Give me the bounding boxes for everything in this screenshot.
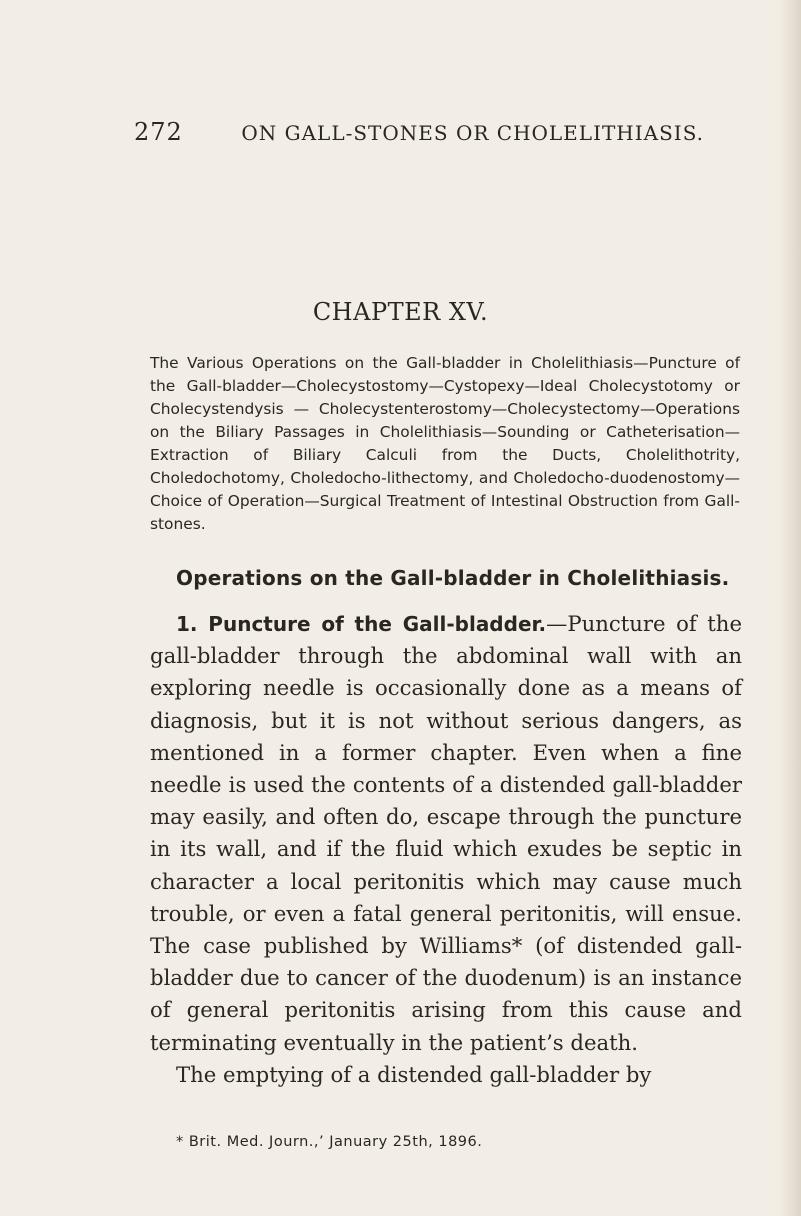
page-number: 272 xyxy=(134,118,183,146)
chapter-synopsis xyxy=(150,352,740,536)
page-edge-shadow xyxy=(779,0,801,1216)
paragraph-2: The emptying of a distended gall-bladder by xyxy=(176,1061,652,1087)
synopsis-text: The Various Operations on the Gall-bladder in Cholelithiasis—Puncture of the Gall-bladder—Cholecystostomy—Cystopexy—Ideal Cholecystotomy or Cholecystendysis — Cholecystenterostomy—Cholecystectomy—Operations on the Biliary Passages in Cholelithiasis—Sounding or Catheterisation—Extraction of Biliary Calculi from the Ducts, Cholelithotrity, Choledochotomy, Choledocho-lithectomy, and Choledocho-duodenostomy—Choice of Operation—Surgical Treatment of Intestinal Obstruction from Gall-stones. xyxy=(150,354,740,533)
chapter-title: CHAPTER XV. xyxy=(312,298,489,326)
paragraph-1-text: —Puncture of the gall-bladder through the abdominal wall with an exploring needle is occasionally done as a means of diagnosis, but it is not without serious dangers, as mentioned in a former chapter. Even when a fine needle is used the contents of a distended gall-bladder may easily, and often do, escape through the puncture in its wall, and if the fluid which exudes be septic in character a local peritonitis which may cause much trouble, or even a fatal general peritonitis, will ensue. The case published by Williams* (of distended gall-bladder due to cancer of the duodenum) is an instance of general peritonitis arising from this cause and terminating eventually in the patient’s death. xyxy=(150,611,742,1055)
paragraph-1 xyxy=(150,608,742,1059)
running-title: ON GALL-STONES OR CHOLELITHIASIS. xyxy=(241,121,705,145)
paragraph-lead: 1. Puncture of the Gall-bladder. xyxy=(176,612,547,636)
footnote: * Brit. Med. Journ.,’ January 25th, 1896. xyxy=(176,1134,483,1150)
running-header xyxy=(134,118,754,146)
section-heading: Operations on the Gall-bladder in Cholelithiasis. xyxy=(176,566,730,590)
body-text xyxy=(150,608,742,1091)
